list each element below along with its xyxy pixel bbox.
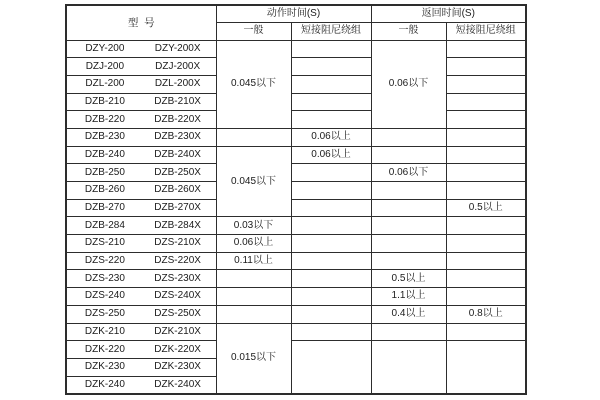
empty-cell [446,111,526,129]
empty-cell [446,288,526,306]
model-name: DZK-240X [154,378,201,390]
model-name: DZL-200 [85,78,125,90]
value-cell-action-damping: 0.06以上 [291,146,371,164]
model-name: DZB-250 [84,166,125,178]
value-cell-action-general: 0.045以下 [216,146,291,217]
model-cell [66,376,216,394]
empty-cell [371,341,446,394]
header-row-1 [66,5,526,22]
table-row [66,128,526,146]
model-cell [66,217,216,235]
empty-cell [291,341,371,394]
model-name: DZS-220 [84,255,125,267]
value-cell-return-general: 0.06以下 [371,40,446,128]
model-name: DZS-230 [84,272,125,284]
model-name: DZJ-200X [155,60,201,72]
value-cell-return-damping: 0.5以上 [446,199,526,217]
table-row [66,288,526,306]
model-cell [66,270,216,288]
table-row [66,252,526,270]
value-cell-action-general: 0.06以上 [216,235,291,253]
value-cell-action-general: 0.045以下 [216,40,291,128]
empty-cell [216,128,291,146]
table-row [66,235,526,253]
empty-cell [291,40,371,58]
model-name: DZB-240X [154,148,201,160]
empty-cell [371,323,446,341]
model-name: DZK-230X [154,361,201,373]
spec-table [65,4,527,395]
model-name: DZB-210 [84,95,125,107]
table-row [66,217,526,235]
empty-cell [291,199,371,217]
model-name: DZB-284X [154,219,201,231]
model-name: DZL-200X [154,78,201,90]
model-name: DZS-250 [84,308,125,320]
model-cell [66,40,216,58]
empty-cell [371,128,446,146]
empty-cell [291,323,371,341]
empty-cell [216,305,291,323]
value-cell-return-damping: 0.8以上 [446,305,526,323]
empty-cell [216,270,291,288]
model-name: DZB-210X [154,95,201,107]
value-cell-return-general: 0.4以上 [371,305,446,323]
model-cell [66,305,216,323]
model-name: DZS-240 [84,290,125,302]
empty-cell [446,58,526,76]
table-row [66,75,526,93]
empty-cell [446,164,526,182]
header-return-damping: 短接阻尼绕组 [446,22,526,40]
table-row [66,305,526,323]
table-row [66,40,526,58]
empty-cell [446,217,526,235]
empty-cell [291,305,371,323]
table-row [66,58,526,76]
model-name: DZK-230 [84,361,125,373]
model-name: DZB-270X [154,202,201,214]
value-cell-action-general: 0.03以下 [216,217,291,235]
model-cell [66,182,216,200]
table-row [66,164,526,182]
model-cell [66,358,216,376]
value-cell-return-general: 1.1以上 [371,288,446,306]
model-cell [66,323,216,341]
empty-cell [446,93,526,111]
empty-cell [291,252,371,270]
model-name: DZB-240 [84,148,125,160]
table-row [66,199,526,217]
model-name: DZB-270 [84,202,125,214]
model-cell [66,288,216,306]
model-name: DZS-250X [154,308,201,320]
empty-cell [446,323,526,341]
model-name: DZK-210X [154,325,201,337]
model-name: DZB-284 [84,219,125,231]
empty-cell [291,93,371,111]
model-cell [66,111,216,129]
model-name: DZY-200 [85,42,125,54]
model-cell [66,252,216,270]
model-cell [66,199,216,217]
model-name: DZS-240X [154,290,201,302]
empty-cell [446,235,526,253]
empty-cell [446,270,526,288]
model-name: DZB-220 [84,113,125,125]
table-row [66,323,526,341]
empty-cell [446,128,526,146]
empty-cell [291,75,371,93]
value-cell-action-general: 0.11以上 [216,252,291,270]
value-cell-action-general: 0.015以下 [216,323,291,394]
empty-cell [291,182,371,200]
empty-cell [371,146,446,164]
model-cell [66,58,216,76]
header-model: 型 号 [66,5,216,40]
model-name: DZS-210X [154,237,201,249]
model-name: DZS-220X [154,255,201,267]
empty-cell [446,182,526,200]
model-cell [66,146,216,164]
empty-cell [371,182,446,200]
model-cell [66,235,216,253]
empty-cell [291,164,371,182]
empty-cell [291,235,371,253]
model-cell [66,75,216,93]
model-cell [66,164,216,182]
model-name: DZS-230X [154,272,201,284]
empty-cell [371,199,446,217]
model-name: DZB-250X [154,166,201,178]
header-return-time: 返回时间(S) [371,5,526,22]
header-action-general: 一般 [216,22,291,40]
model-name: DZK-240 [84,378,125,390]
model-cell [66,93,216,111]
empty-cell [446,341,526,394]
empty-cell [446,40,526,58]
model-name: DZB-220X [154,113,201,125]
model-name: DZB-230X [154,131,201,143]
empty-cell [371,217,446,235]
empty-cell [291,58,371,76]
empty-cell [446,75,526,93]
model-name: DZB-260X [154,184,201,196]
model-name: DZK-220X [154,343,201,355]
header-action-time: 动作时间(S) [216,5,371,22]
empty-cell [291,217,371,235]
table-row [66,146,526,164]
model-name: DZS-210 [84,237,125,249]
model-name: DZK-210 [84,325,125,337]
value-cell-return-general: 0.5以上 [371,270,446,288]
model-name: DZJ-200 [85,60,125,72]
model-name: DZB-260 [84,184,125,196]
table-row [66,341,526,359]
model-cell [66,341,216,359]
empty-cell [446,252,526,270]
table-row [66,182,526,200]
model-cell [66,128,216,146]
empty-cell [446,146,526,164]
header-action-damping: 短接阻尼绕组 [291,22,371,40]
empty-cell [291,270,371,288]
table-row [66,111,526,129]
empty-cell [291,288,371,306]
header-return-general: 一般 [371,22,446,40]
model-name: DZB-230 [84,131,125,143]
empty-cell [216,288,291,306]
model-name: DZY-200X [154,42,201,54]
empty-cell [291,111,371,129]
table-row [66,270,526,288]
empty-cell [371,252,446,270]
value-cell-return-general: 0.06以下 [371,164,446,182]
table-row [66,93,526,111]
value-cell-action-damping: 0.06以上 [291,128,371,146]
model-name: DZK-220 [84,343,125,355]
empty-cell [371,235,446,253]
